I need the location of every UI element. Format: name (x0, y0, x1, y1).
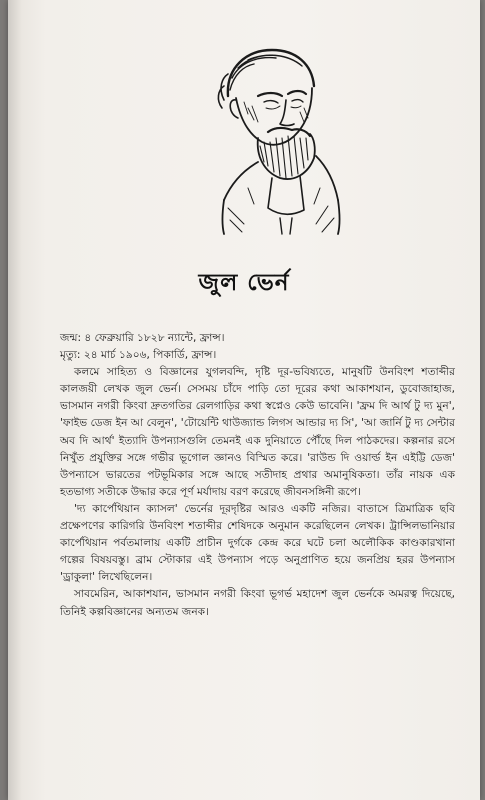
article-body (60, 330, 455, 621)
paragraph-3: সাবমেরিন, আকাশযান, ভাসমান নগরী কিংবা ভূগর্ভ মহাদেশ জুল ভের্নকে অমরত্ব দিয়েছে, তিনিই কল্পবিজ্ঞানের অন্যতম জনক। (60, 588, 455, 618)
death-line: মৃত্যু: ২৪ মার্চ ১৯০৬, পিকার্ডি, ফ্রান্স। (60, 349, 217, 362)
paragraph-2: 'দ্য কার্পেথিয়ান ক্যাসল' ভের্নের দূরদৃষ্টির আরও একটি নজির। বাতাসে ত্রিমাত্রিক ছবি প্রক্ষেপণের কারিগরি উনবিংশ শতাব্দীর শেষিদকে অনুমান করেছিলেন লেখক। ট্রান্সিলভানিয়ার কার্পেথিয়ান পর্বতমালায় একটি প্রাচীন দুর্গকে কেন্দ্র করে ঘটে চলা অলৌকিক কাণ্ডকারখানা গল্পের বিষয়বস্তু। ব্রাম স্টোকার এই উপন্যাস পড়ে অনুপ্রাণিত হয়ে জনপ্রিয় হরর উপন্যাস 'ড্রাকুলা' লিখেছিলেন। (60, 502, 455, 584)
page-title: জুল ভের্ন (198, 270, 290, 296)
portrait-illustration (188, 38, 348, 238)
paragraph-1: কলমে সাহিত্য ও বিজ্ঞানের যুগলবন্দি, দৃষ্টি দূর-ভবিষ্যতে, মানুষটি উনবিংশ শতাব্দীর কালজয়ী লেখক জুল ভের্ন। সেসময় চাঁদে পাড়ি তো দূরের কথা আকাশযান, ডুবোজাহাজ, ভাসমান নগরী কিংবা দ্রুতগতির রেলগাড়ির কথা স্বপ্নেও কেউ ভাবেনি। 'ফ্রম দি আর্থ টু দ্য মুন', 'ফাইভ ডেজ ইন আ বেলুন', 'টোয়েন্টি থাউজ্যান্ড লিগস আন্ডার দ্য সি', 'আ জার্নি টু দ্য সেন্টার অব দি আর্থ' ইত্যাদি উপন্যাসগুলি তেমনই এক দুনিয়াতে পৌঁছে দিল পাঠকদের। কল্পনার রসে নিখুঁত প্রযুক্তির সঙ্গে গভীর ভূগোল জ্ঞানও বিস্মিত করে। 'রাউন্ড দি ওয়ার্ল্ড ইন এইট্টি ডেজ' উপন্যাসে ভারতের পটভূমিকার সঙ্গে আছে সতীদাহ প্রথার অমানুষিকতা। তাঁর নায়ক এক হতভাগ্য সতীকে উদ্ধার করে পূর্ণ মর্যাদায় বরণ করেছে জীবনসঙ্গিনী রূপে। (60, 366, 455, 498)
book-page (8, 0, 480, 800)
birth-line: জন্ম: ৪ ফেব্রুয়ারি ১৮২৮ ন্যান্টে, ফ্রান্স। (60, 332, 225, 344)
